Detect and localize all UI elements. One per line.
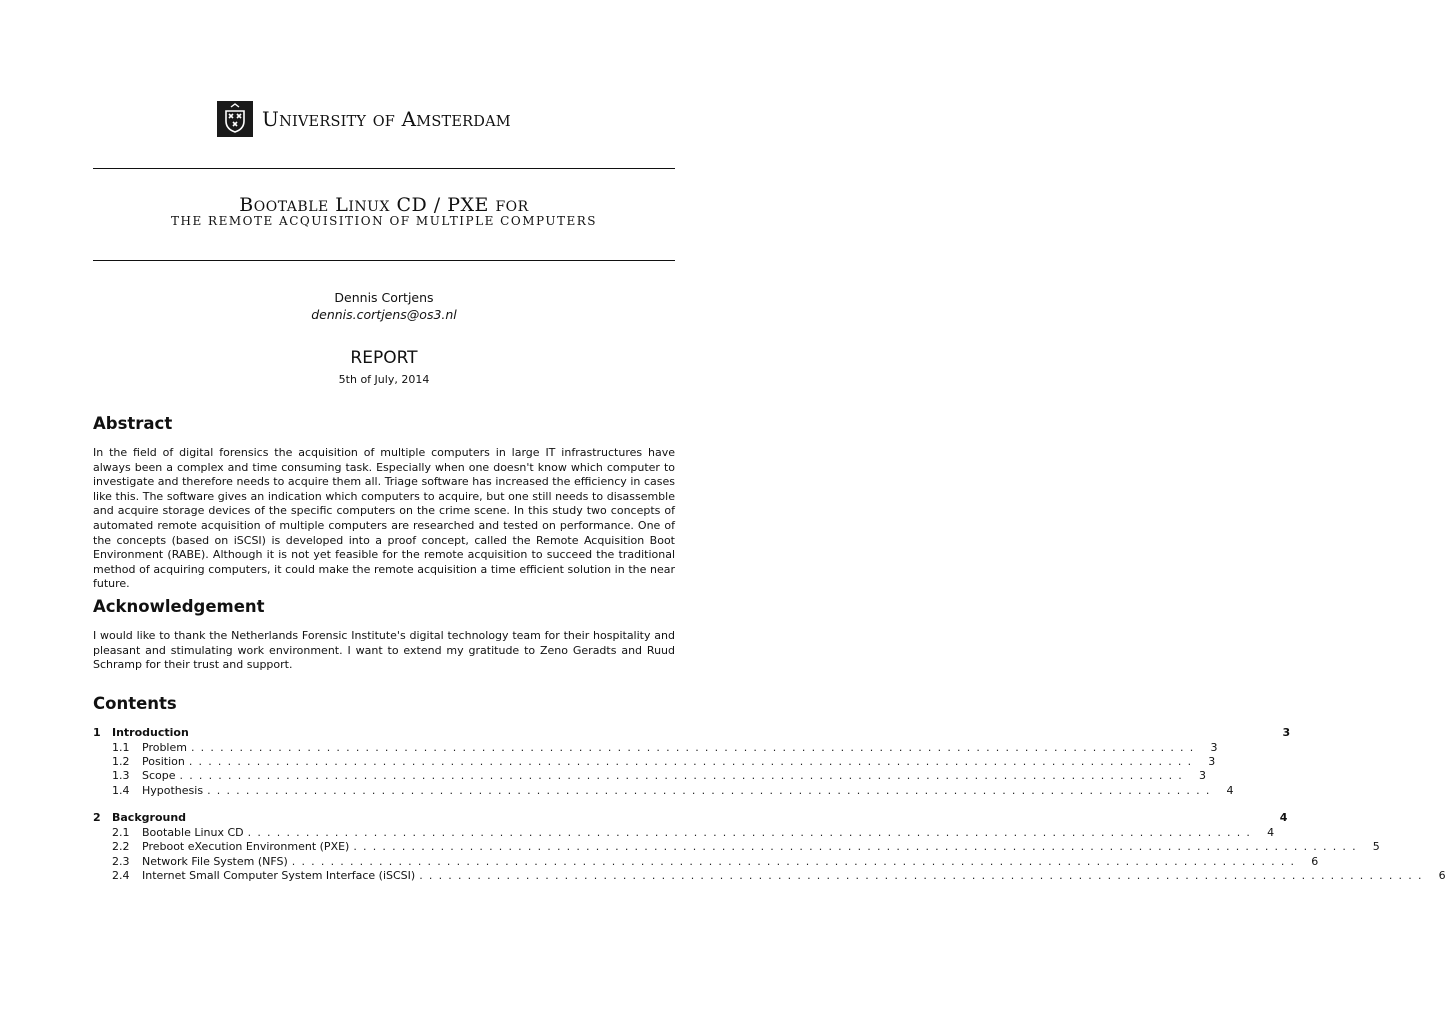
title-line-1: BOOTABLE LINUX CD / PXE FOR <box>239 194 529 216</box>
toc-entry-hypothesis[interactable]: 1.4 Hypothesis ........................................................................................................ 4 <box>112 784 1234 797</box>
report-date: 5th of July, 2014 <box>338 373 430 386</box>
toc-entry-position[interactable]: 1.2 Position ........................................................................................................ 3 <box>112 755 1216 768</box>
university-header <box>217 101 511 137</box>
toc-entry-bootable-linux-cd[interactable]: 2.1 Bootable Linux CD ........................................................................................................ 4 <box>112 826 1275 839</box>
university-seal-icon <box>217 101 253 137</box>
title-line-2: THE REMOTE ACQUISITION OF MULTIPLE COMPUTERS <box>171 214 597 228</box>
author-email: dennis.cortjens@os3.nl <box>311 307 457 322</box>
top-rule <box>93 168 675 169</box>
acknowledgement-text: I would like to thank the Netherlands Forensic Institute's digital technology team for their hospitality and pleasant and stimulating work environment. I want to extend my gratitude to Zeno Geradts and Ruud Schramp for their trust and support. <box>93 629 675 672</box>
contents-heading: Contents <box>93 694 177 713</box>
acknowledgement-heading: Acknowledgement <box>93 597 265 616</box>
toc-entry-background[interactable]: 2 Background 4 <box>93 811 1288 824</box>
toc-entry-introduction[interactable]: 1 Introduction 3 <box>93 726 1291 739</box>
university-name: UNIVERSITY OF AMSTERDAM <box>262 107 511 131</box>
abstract-text: In the field of digital forensics the acquisition of multiple computers in large IT infrastructures have always been a complex and time consuming task. Especially when one doesn't know which computer to investigate and therefore needs to acquire them all. Triage software has increased the efficiency in cases like this. The software gives an indication which computers to acquire, but one still needs to disassemble and acquire storage devices of the specific computers on the crime scene. In this study two concepts of automated remote acquisition of multiple computers are researched and tested on performance. One of the concepts (based on iSCSI) is developed into a proof concept, called the Remote Acquisition Boot Environment (RABE). Although it is not yet feasible for the remote acquisition to succeed the traditional method of acquiring computers, it could make the remote acquisition a time efficient solution in the near future. <box>93 446 675 591</box>
toc-entry-problem[interactable]: 1.1 Problem ........................................................................................................ 3 <box>112 741 1218 754</box>
toc-entry-nfs[interactable]: 2.3 Network File System (NFS) ........................................................................................................ 6 <box>112 855 1319 868</box>
abstract-heading: Abstract <box>93 414 173 433</box>
report-label: REPORT <box>350 348 418 368</box>
toc-entry-iscsi[interactable]: 2.4 Internet Small Computer System Interface (iSCSI) ........................................................................................................ 6 <box>112 869 1446 882</box>
toc-entry-pxe[interactable]: 2.2 Preboot eXecution Environment (PXE) ........................................................................................................ 5 <box>112 840 1380 853</box>
toc-entry-scope[interactable]: 1.3 Scope ........................................................................................................ 3 <box>112 769 1206 782</box>
bottom-rule <box>93 260 675 261</box>
author-name: Dennis Cortjens <box>334 290 434 305</box>
